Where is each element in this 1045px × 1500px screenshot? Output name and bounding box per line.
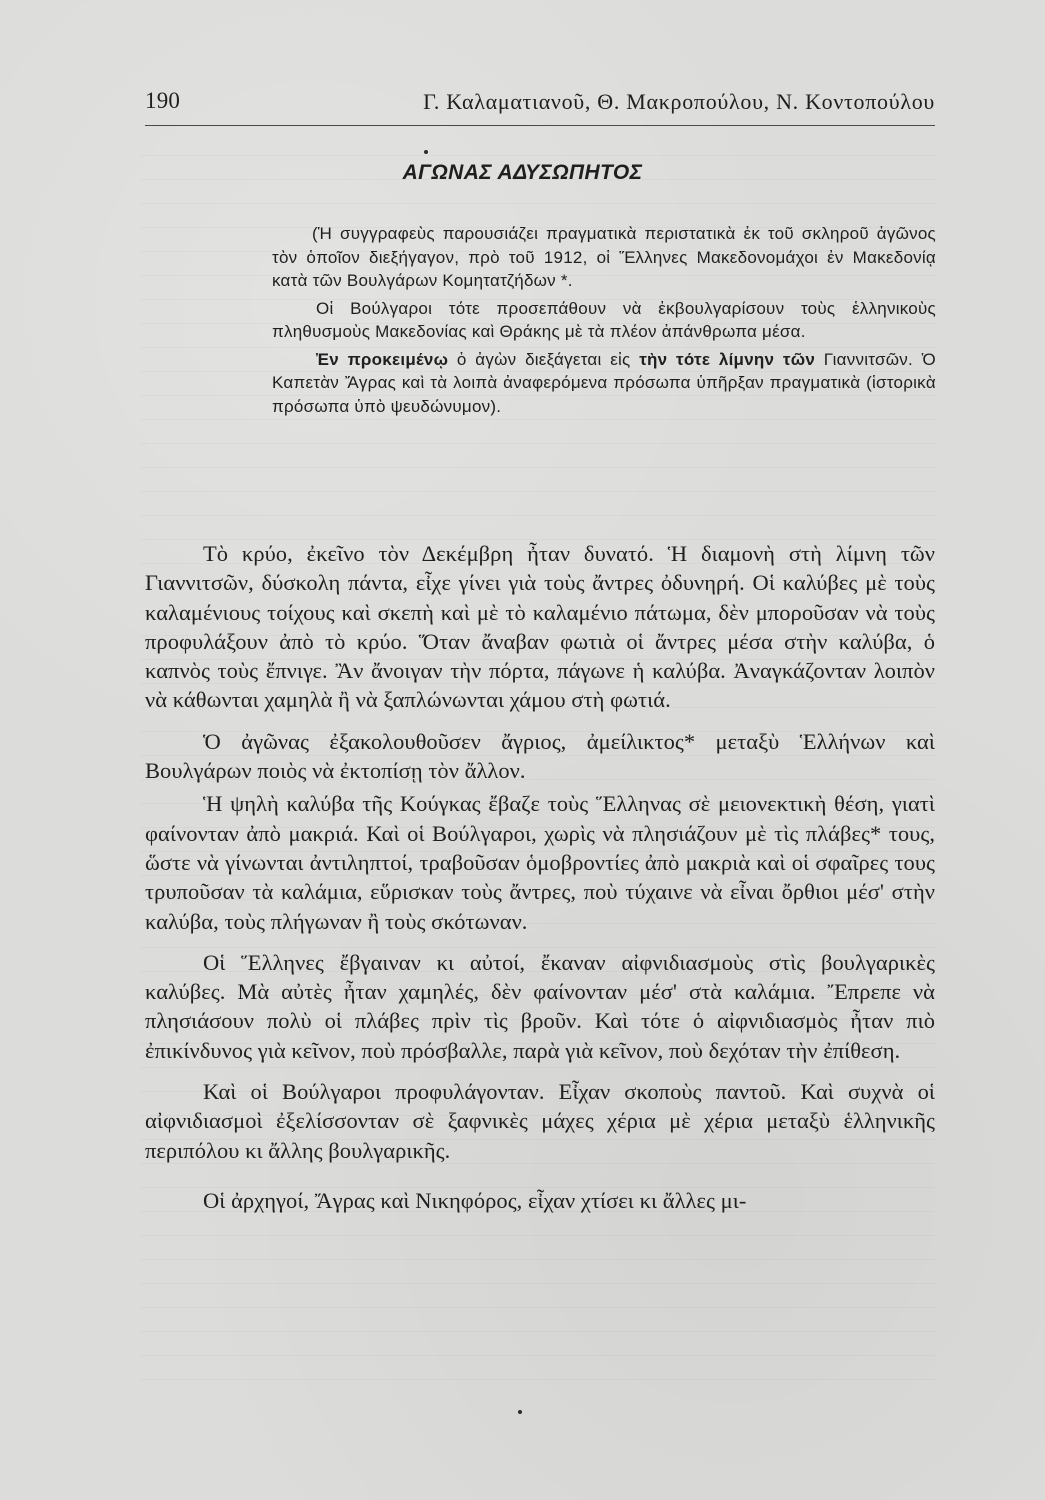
body-paragraph-3: Ἡ ψηλὴ καλύβα τῆς Κούγκας ἔβαζε τοὺς Ἕλληνας σὲ μειονεκτικὴ θέση, γιατὶ φαίνονταν ἀπὸ μακριά. Καὶ οἱ Βούλγαροι, χωρὶς νὰ πλησιάζουν μὲ τὶς πλάβες* τους, ὥστε νὰ γίνωνται ἀντιληπτοί, τραβοῦσαν ὁμοβροντίες ἀπὸ μακριὰ καὶ οἱ σφαῖρες τους τρυποῦσαν τὰ καλάμια, εὕρισκαν τοὺς ἄντρες, ποὺ τύχαινε νὰ εἶναι ὄρθιοι μέσ' στὴν καλύβα, τοὺς πλήγωναν ἢ τοὺς σκότωναν. xyxy=(145,791,935,934)
intro-bold-suffix: τὴν τότε λίμνην τῶν xyxy=(639,349,816,369)
page-number: 190 xyxy=(145,88,181,113)
intro-middle-text: ὁ ἀγὼν διεξάγεται εἰς xyxy=(448,349,640,369)
page-header xyxy=(145,88,935,128)
article-title: ΑΓΩΝΑΣ ΑΔΥΣΩΠΗΤΟΣ xyxy=(402,161,643,184)
body-paragraph-6: Οἱ ἀρχηγοί, Ἄγρας καὶ Νικηφόρος, εἶχαν χτίσει κι ἄλλες μι- xyxy=(203,1187,747,1213)
intro-paragraph-1: (Ἡ συγγραφεὺς παρουσιάζει πραγματικὰ περιστατικὰ ἐκ τοῦ σκληροῦ ἀγῶνος τὸν ὁποῖον διεξήγαγον, πρὸ τοῦ 1912, οἱ Ἕλληνες Μακεδονομάχοι ἐν Μακεδονίᾳ κατὰ τῶν Βουλγάρων Κομητατζήδων *. xyxy=(272,224,936,290)
body-paragraph-1: Τὸ κρύο, ἐκεῖνο τὸν Δεκέμβρη ἦταν δυνατό. Ἡ διαμονὴ στὴ λίμνη τῶν Γιαννιτσῶν, δύσκολη πάντα, εἶχε γίνει γιὰ τοὺς ἄντρες ὀδυνηρή. Οἱ καλύβες μὲ τοὺς καλαμένιους τοίχους καὶ σκεπὴ καὶ μὲ τὸ καλαμένιο πάτωμα, δὲν μποροῦσαν νὰ τοὺς προφυλάξουν ἀπὸ τὸ κρύο. Ὅταν ἄναβαν φωτιὰ οἱ ἄντρες μέσα στὴν καλύβα, ὁ καπνὸς τοὺς ἔπνιγε. Ἂν ἄνοιγαν τὴν πόρτα, πάγωνε ἡ καλύβα. Ἀναγκάζονταν λοιπὸν νὰ κάθωνται χαμηλὰ ἢ νὰ ξαπλώνωνται χάμου στὴ φωτιά. xyxy=(145,541,935,713)
intro-paragraph-3 xyxy=(272,348,936,419)
body-paragraph-4: Οἱ Ἕλληνες ἔβγαιναν κι αὐτοί, ἔκαναν αἰφνιδιασμοὺς στὶς βουλγαρικὲς καλύβες. Μὰ αὐτὲς ἦταν χαμηλές, δὲν φαίνονταν μέσ' στὰ καλάμια. Ἔπρεπε νὰ πλησιάσουν πολὺ οἱ πλάβες πρὶν τὶς βροῦν. Καὶ τότε ὁ αἰφνιδιασμὸς ἦταν πιὸ ἐπικίνδυνος γιὰ κεῖνον, ποὺ πρόσβαλλε, παρὰ γιὰ κεῖνον, ποὺ δεχόταν τὴν ἐπίθεση. xyxy=(145,949,935,1063)
top-dot-mark xyxy=(424,150,428,154)
running-head: Γ. Καλαματιανοῦ, Θ. Μακροπούλου, Ν. Κοντοπούλου xyxy=(423,89,935,114)
header-rule xyxy=(145,125,935,126)
article-intro xyxy=(272,222,936,418)
body-paragraph-2: Ὁ ἀγῶνας ἐξακολουθοῦσεν ἄγριος, ἀμείλικτος* μεταξὺ Ἑλλήνων καὶ Βουλγάρων ποιὸς νὰ ἐκτοπίσῃ τὸν ἄλλον. xyxy=(145,728,935,784)
intro-paragraph-2: Οἱ Βούλγαροι τότε προσεπάθουν νὰ ἐκβουλγαρίσουν τοὺς ἑλληνικοὺς πληθυσμοὺς Μακεδονίας καὶ Θράκης μὲ τὰ πλέον ἀπάνθρωπα μέσα. xyxy=(272,298,936,341)
body-paragraph-5: Καὶ οἱ Βούλγαροι προφυλάγονταν. Εἶχαν σκοποὺς παντοῦ. Καὶ συχνὰ οἱ αἰφνιδιασμοὶ ἐξελίσσονταν σὲ ξαφνικὲς μάχες χέρια μὲ χέρια μεταξὺ ἑλληνικῆς περιπόλου κι ἄλλης βουλγαρικῆς. xyxy=(145,1079,935,1163)
bottom-dot-mark xyxy=(518,1410,522,1414)
article-body xyxy=(145,539,935,1215)
intro-bold-prefix: Ἐν προκειμένῳ xyxy=(316,349,449,369)
intro-rest-text: Γιαννιτσῶν. Ὁ Καπετὰν Ἄγρας καὶ τὰ λοιπὰ ἀναφερόμενα πρόσωπα ὑπῆρξαν πραγματικὰ (ἱστορικὰ πρόσωπα ὑπὸ ψευδώνυμον). xyxy=(272,349,936,416)
